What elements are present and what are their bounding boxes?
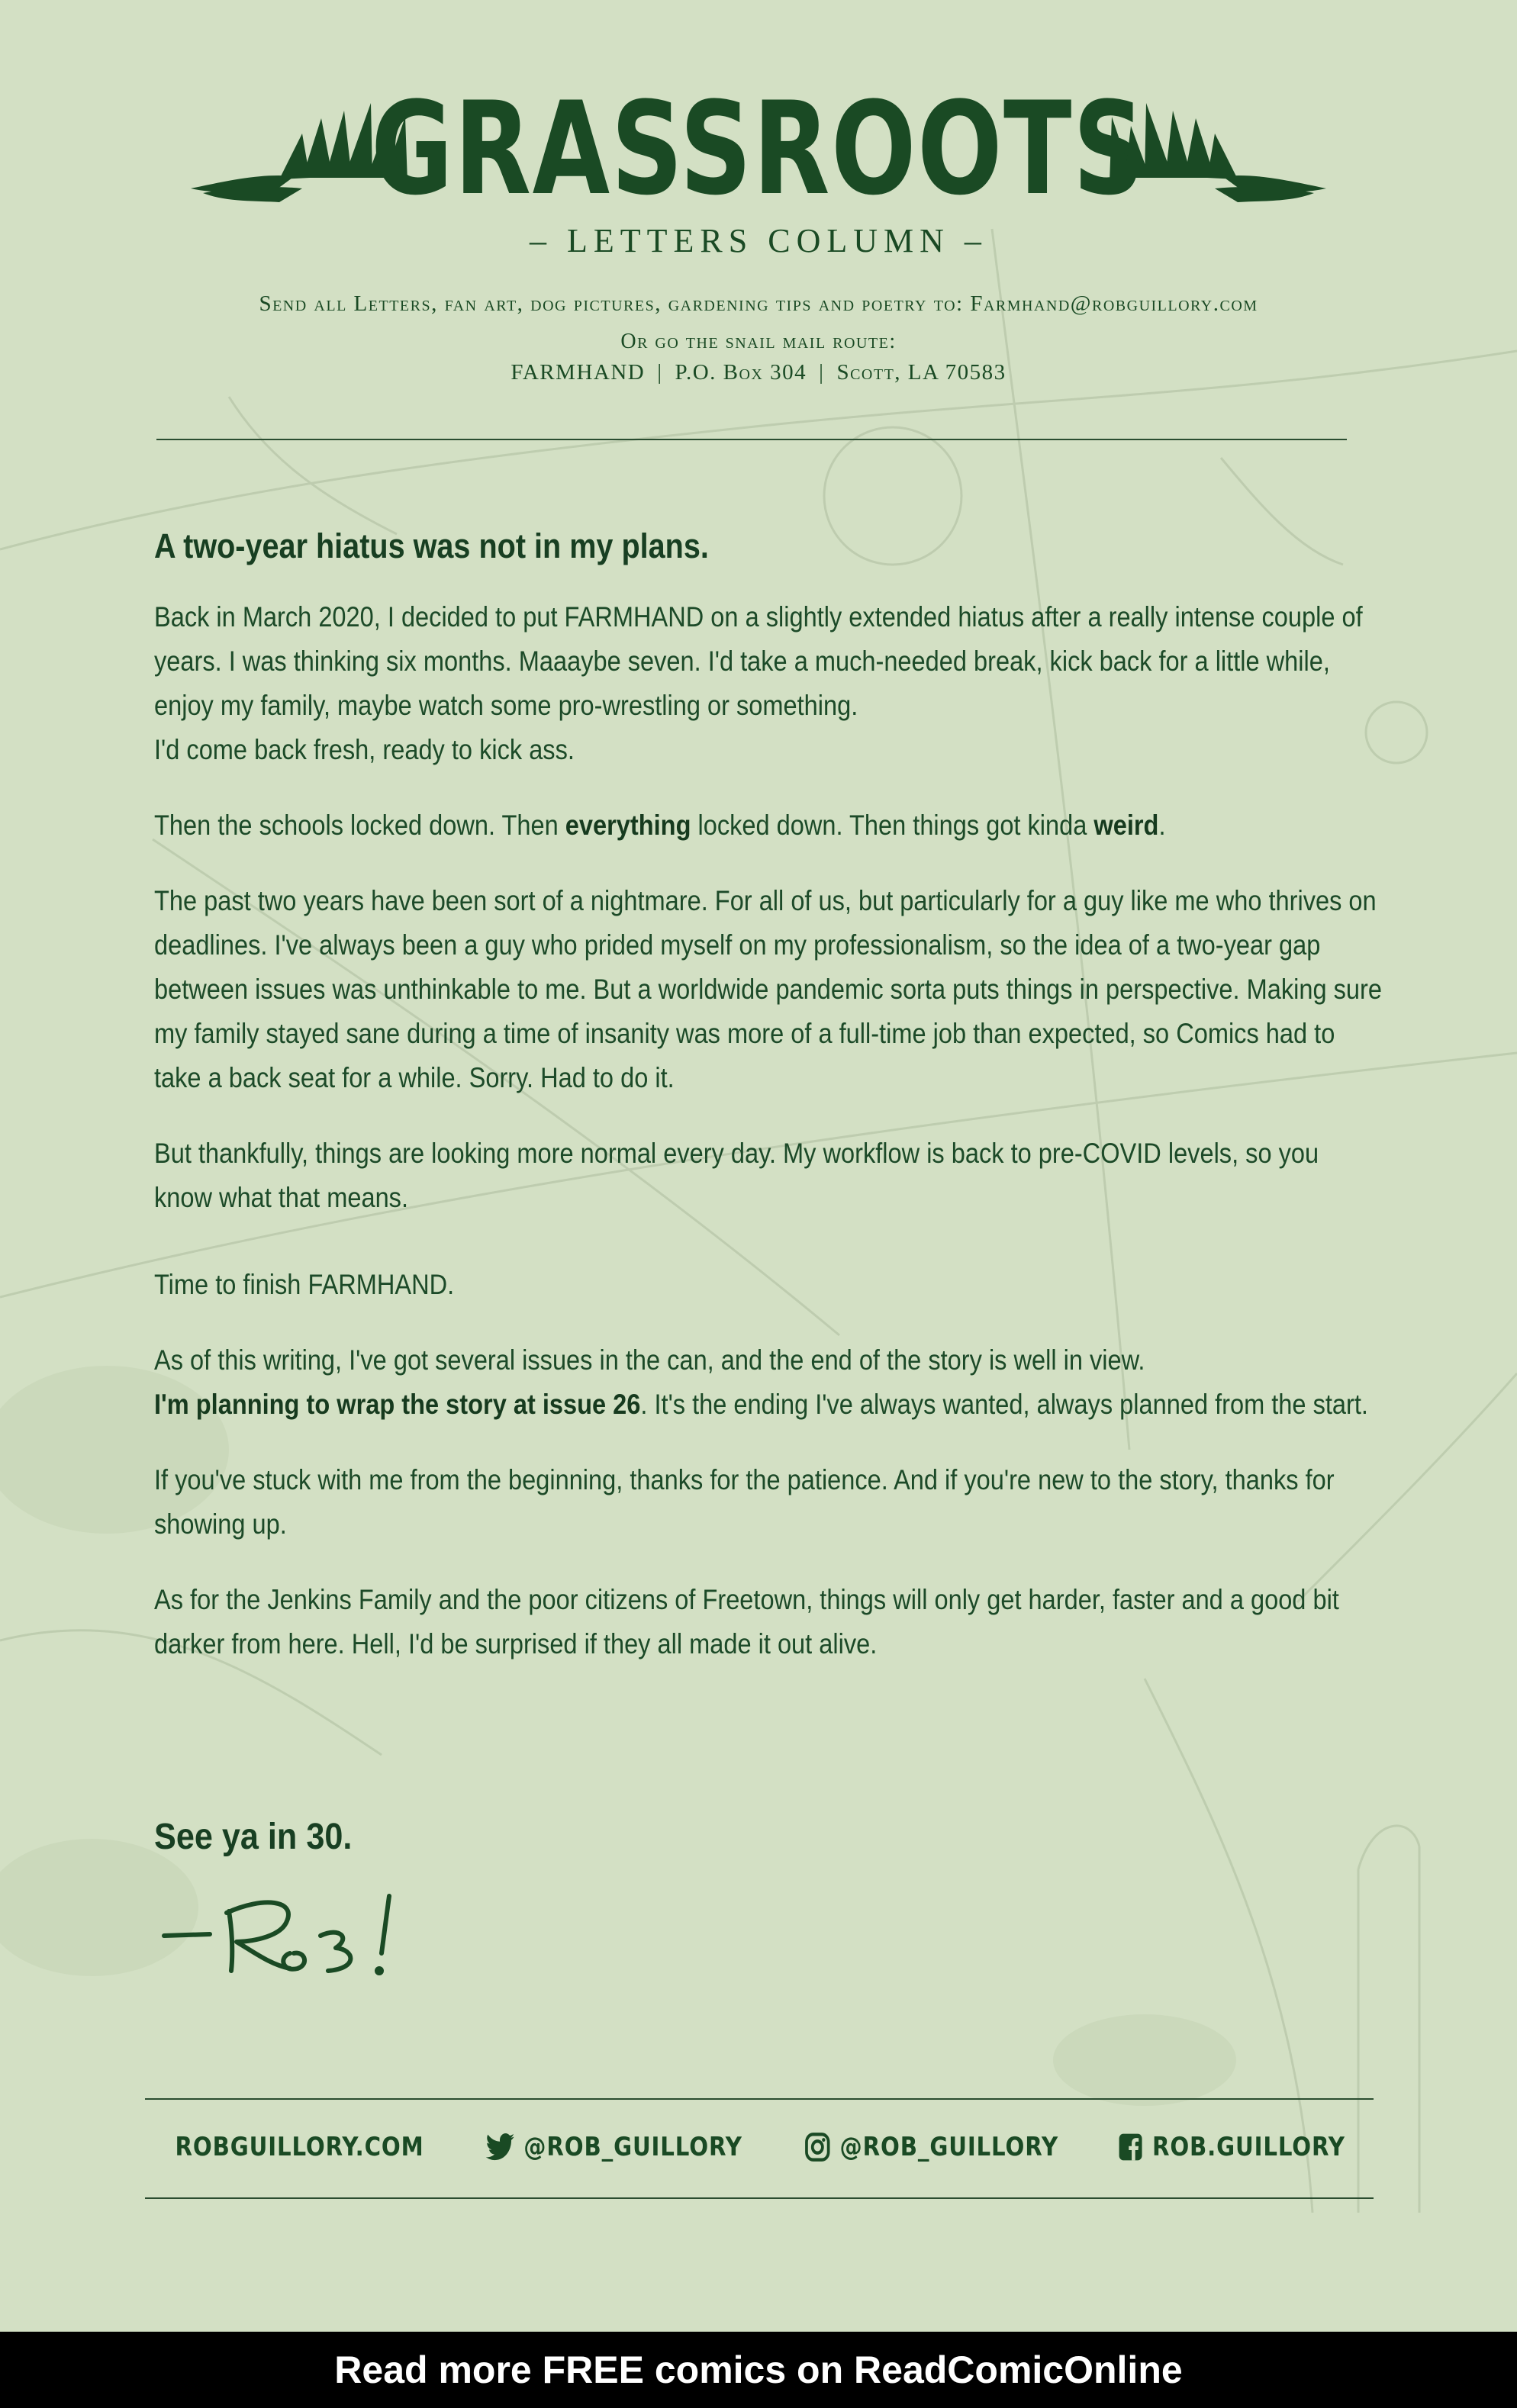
- address-name: FARMHAND: [510, 360, 646, 385]
- grass-right-icon: [1108, 103, 1329, 202]
- twitter-handle[interactable]: @ROB_GUILLORY: [523, 2132, 742, 2162]
- article-headline: A two-year hiatus was not in my plans.: [154, 526, 709, 565]
- address-separator: |: [819, 360, 825, 385]
- twitter-icon: [485, 2133, 514, 2161]
- snail-mail-intro: Or go the snail mail route:: [620, 330, 897, 353]
- paragraph-8: As for the Jenkins Family and the poor citizens of Freetown, things will only get harder, faster and a good bit darker from here. Hell, I'd be surprised if they all made it out alive.: [154, 1584, 1339, 1660]
- header-divider: [156, 439, 1347, 440]
- paragraph-7: If you've stuck with me from the beginning, thanks for the patience. And if you're new to the story, thanks for showing up.: [154, 1464, 1335, 1540]
- facebook-icon: [1118, 2133, 1143, 2162]
- emphasis-weird: weird: [1093, 810, 1159, 841]
- signoff: See ya in 30.: [154, 1817, 353, 1857]
- mailing-address: [0, 360, 1517, 385]
- address-city: Scott, LA 70583: [836, 360, 1007, 385]
- address-box: P.O. Box 304: [675, 360, 807, 385]
- paragraph-1-text: Back in March 2020, I decided to put FARMHAND on a slightly extended hiatus after a really intense couple of years. I was thinking six months. Maaaybe seven. I'd take a much-needed break, kick back for a little while, enjoy my family, maybe watch some pro-wrestling or something.: [154, 601, 1363, 721]
- instagram-icon: [804, 2132, 830, 2162]
- paragraph-6-end: . It's the ending I've always wanted, always planned from the start.: [640, 1389, 1368, 1420]
- facebook-handle[interactable]: ROB.GUILLORY: [1151, 2132, 1345, 2162]
- website-link[interactable]: [176, 2132, 424, 2162]
- send-line: Send all Letters, fan art, dog pictures, gardening tips and poetry to: Farmhand@robguillory.com: [259, 291, 1258, 316]
- paragraph-2: [154, 803, 1383, 848]
- masthead: [0, 72, 1517, 225]
- paragraph-2-text: Then the schools locked down. Then: [154, 810, 565, 841]
- promo-banner[interactable]: [0, 2332, 1517, 2408]
- twitter-link[interactable]: [485, 2132, 742, 2162]
- emphasis-everything: everything: [565, 810, 691, 841]
- letter-body: [154, 526, 1382, 1698]
- paragraph-1-end: I'd come back fresh, ready to kick ass.: [154, 734, 575, 765]
- website-label[interactable]: ROBGUILLORY.COM: [175, 2132, 424, 2162]
- facebook-link[interactable]: [1118, 2132, 1345, 2162]
- instagram-handle[interactable]: @ROB_GUILLORY: [839, 2132, 1058, 2162]
- paragraph-3: The past two years have been sort of a nightmare. For all of us, but particularly for a guy like me who thrives on deadlines. I've always been a guy who prided myself on my professionalism, so the idea of a two-year gap between issues was unthinkable to me. But a worldwide pandemic sorta puts things in perspective. Making sure my family stayed sane during a time of insanity was more of a full-time job than expected, so Comics had to take a back seat for a while. Sorry. Had to do it.: [154, 885, 1382, 1093]
- paragraph-2-text: locked down. Then things got kinda: [691, 810, 1094, 841]
- address-separator: |: [657, 360, 663, 385]
- paragraph-1: [154, 595, 1383, 772]
- footer-divider-bottom: [145, 2197, 1374, 2199]
- promo-banner-text[interactable]: Read more FREE comics on ReadComicOnline: [334, 2348, 1183, 2391]
- paragraph-4: But thankfully, things are looking more normal every day. My workflow is back to pre-COVID levels, so you know what that means.: [154, 1138, 1319, 1213]
- signature: [156, 1881, 408, 1980]
- emphasis-issue-26: I'm planning to wrap the story at issue 26: [154, 1389, 641, 1420]
- masthead-title: GRASSROOTS: [371, 74, 1146, 224]
- paragraph-6: [154, 1338, 1383, 1427]
- social-links: [145, 2100, 1374, 2194]
- paragraph-2-text: .: [1158, 810, 1166, 841]
- instagram-link[interactable]: [804, 2132, 1058, 2162]
- paragraph-5: Time to finish FARMHAND.: [154, 1269, 455, 1300]
- masthead-subtitle: – LETTERS COLUMN –: [530, 222, 987, 259]
- paragraph-6-text: As of this writing, I've got several issues in the can, and the end of the story is well in view.: [154, 1344, 1145, 1376]
